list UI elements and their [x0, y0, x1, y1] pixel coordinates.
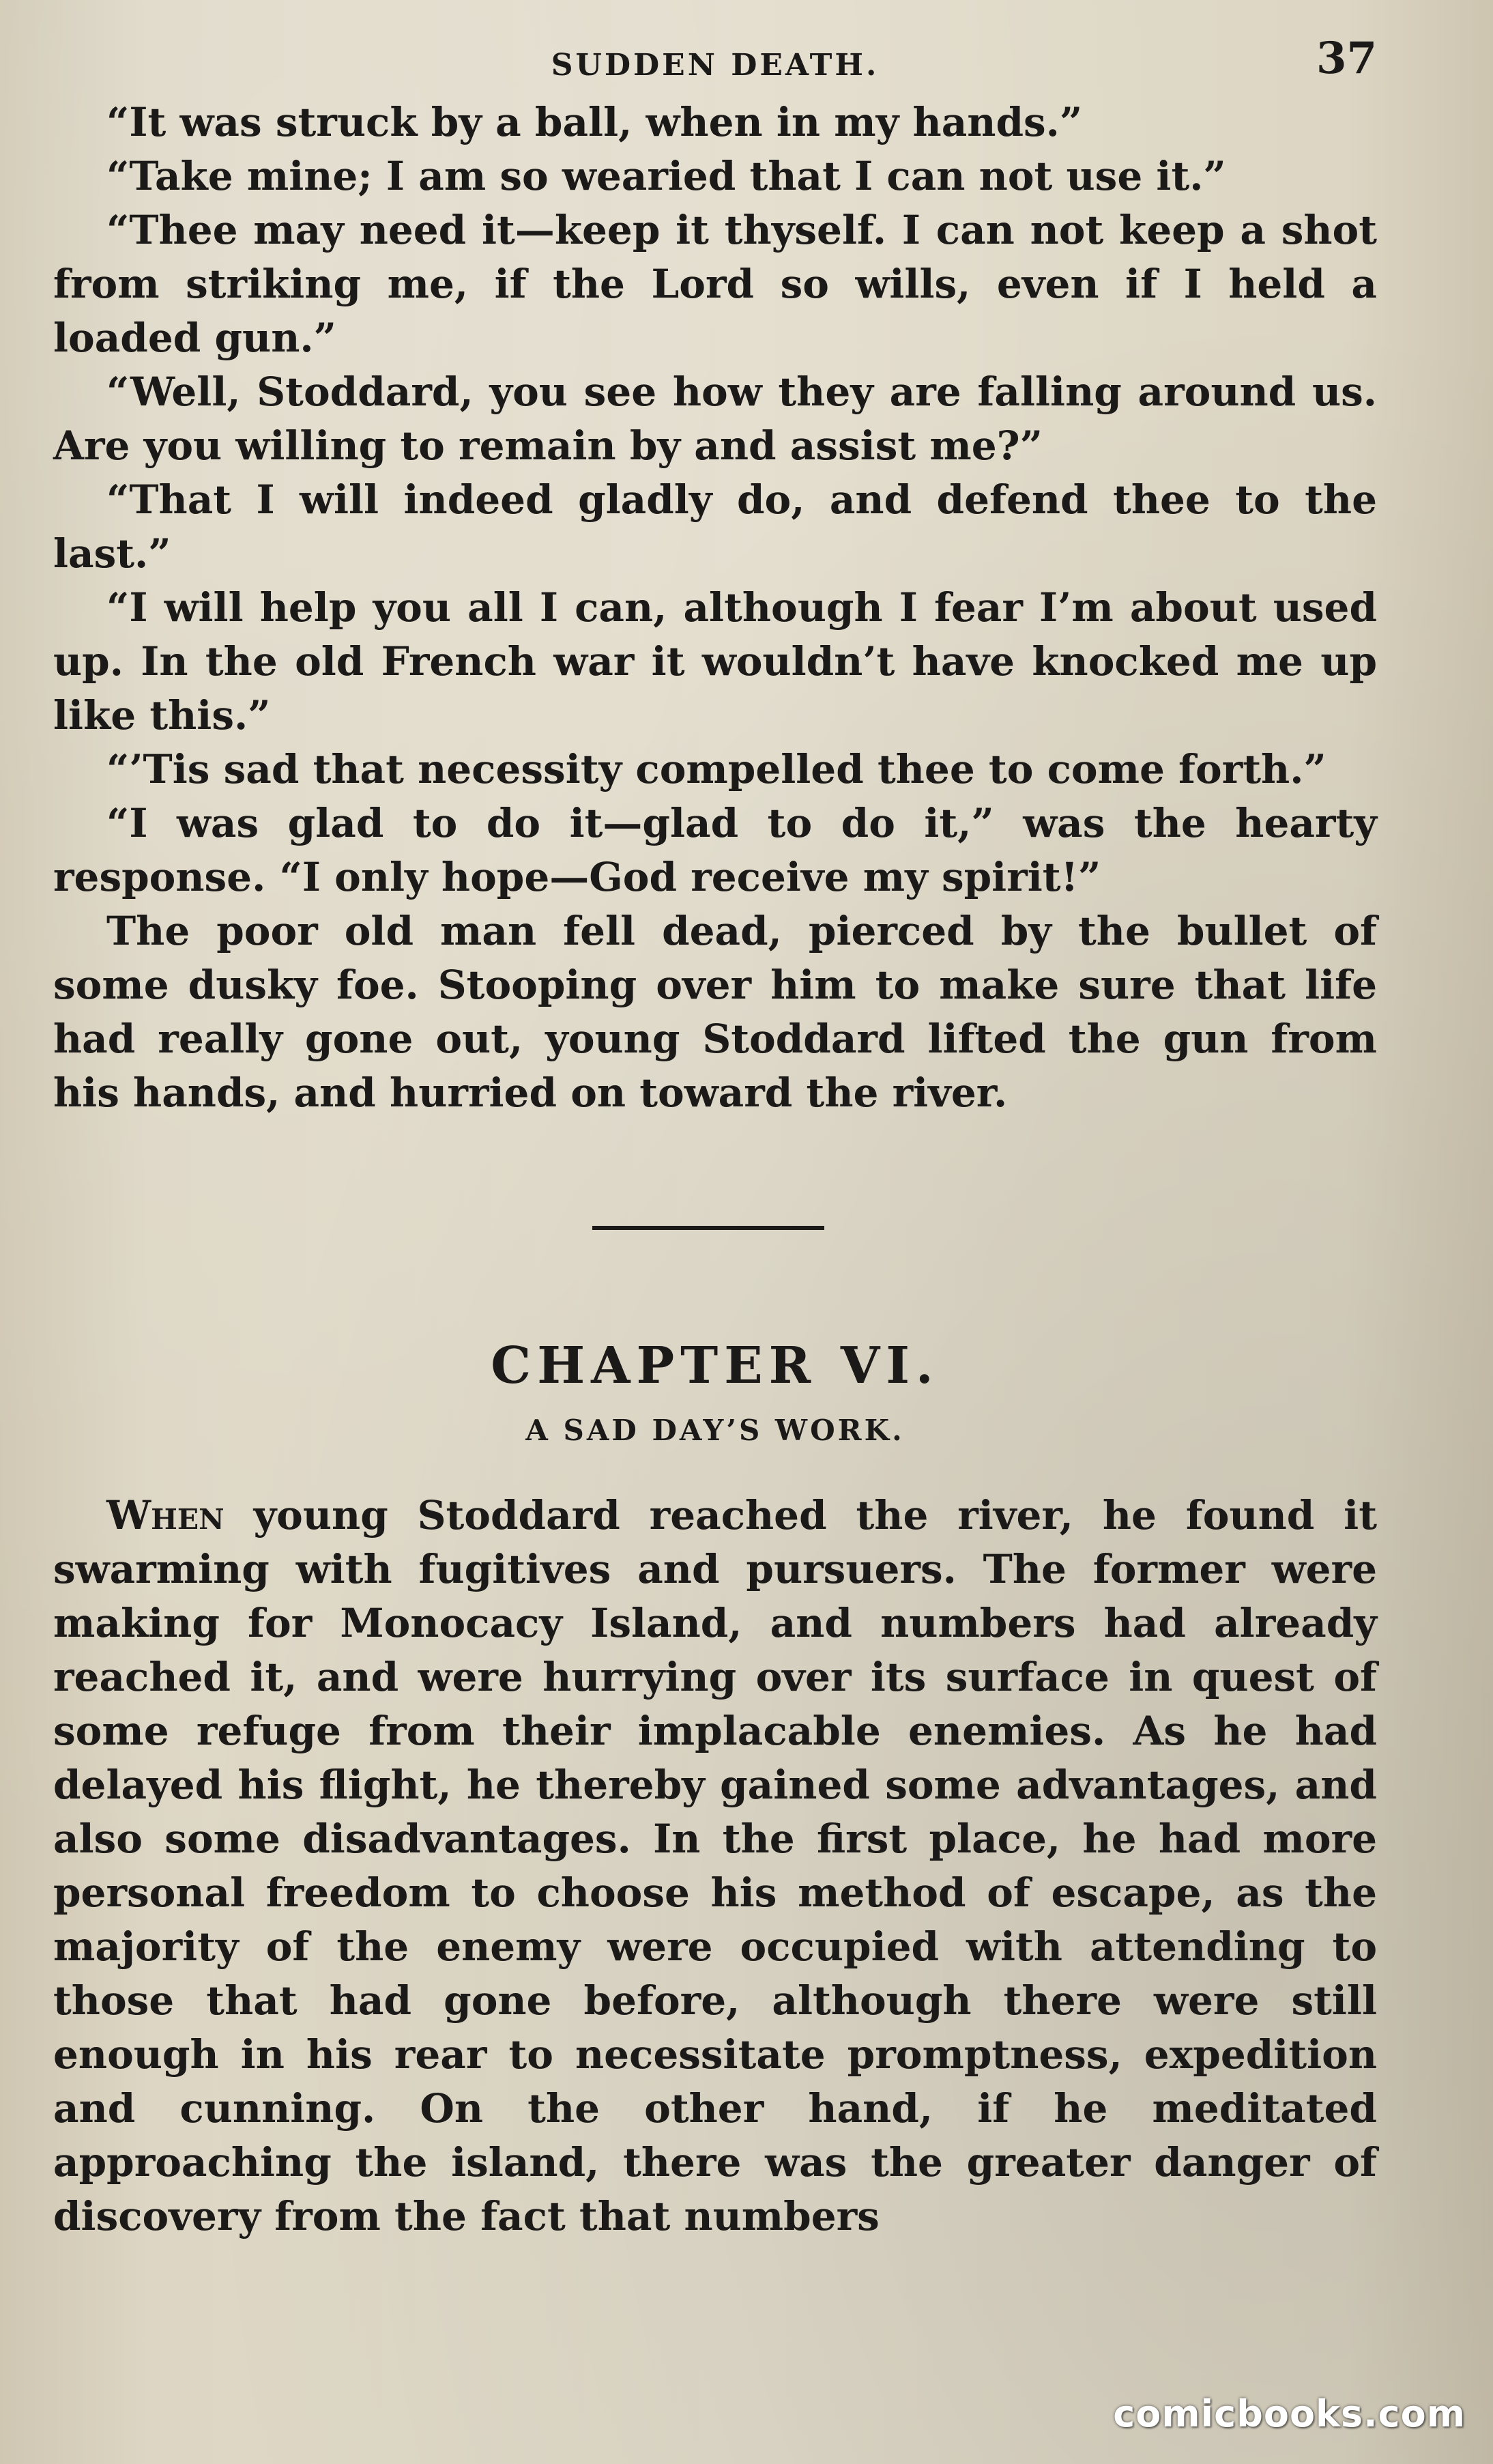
watermark-logo: comicbooks.com — [1113, 2392, 1466, 2435]
opening-word: When — [106, 1492, 224, 1538]
paragraph-2: “Take mine; I am so wearied that I can not use it.” — [106, 153, 1226, 199]
paragraph-8: “I was glad to do it—glad to do it,” was the hearty response. “I only hope—God receive my spirit!” — [53, 800, 1377, 900]
paragraph-9: The poor old man fell dead, pierced by the bullet of some dusky foe. Stooping over him to make sure that life had really gone out, young Stoddard lifted the gun from his hands, and hurried on toward the river. — [53, 908, 1377, 1116]
chapter-title: CHAPTER VI. — [491, 1336, 940, 1395]
horizontal-rule — [592, 1226, 824, 1230]
chapter-subtitle: A SAD DAY’S WORK. — [525, 1414, 905, 1447]
paragraph-1: “It was struck by a ball, when in my hands.” — [106, 99, 1083, 145]
running-title: SUDDEN DEATH. — [551, 48, 880, 83]
chapter-body-text: young Stoddard reached the river, he found it swarming with fugitives and pursuers. The former were making for Monocacy Island, and numbers had already reached it, and were hurrying over its surface in quest of some refuge from their implacable enemies. As he had delayed his flight, he thereby gained some advantages, and also some disadvantages. In the first place, he had more personal freedom to choose his method of escape, as the majority of the enemy were occupied with attending to those that had gone before, although there were still enough in his rear to necessitate promptness, expedition and cunning. On the other hand, if he meditated approaching the island, there was the greater danger of discovery from the fact that numbers — [53, 1492, 1377, 2239]
section-divider — [53, 1120, 1377, 1325]
page-number: 37 — [1316, 33, 1377, 84]
page-content — [53, 27, 1377, 2244]
paragraph-7: “’Tis sad that necessity compelled thee to come forth.” — [106, 746, 1327, 792]
paragraph-4: “Well, Stoddard, you see how they are falling around us. Are you willing to remain by and assist me?” — [53, 369, 1377, 469]
paragraph-5: “That I will indeed gladly do, and defend thee to the last.” — [53, 476, 1377, 577]
running-head — [53, 27, 1377, 96]
paragraph-3: “Thee may need it—keep it thyself. I can not keep a shot from striking me, if the Lord so wills, even if I held a loaded gun.” — [53, 207, 1377, 361]
paragraph-6: “I will help you all I can, although I fear I’m about used up. In the old French war it wouldn’t have knocked me up like this.” — [53, 584, 1377, 739]
chapter-opening-paragraph — [53, 1489, 1377, 2244]
